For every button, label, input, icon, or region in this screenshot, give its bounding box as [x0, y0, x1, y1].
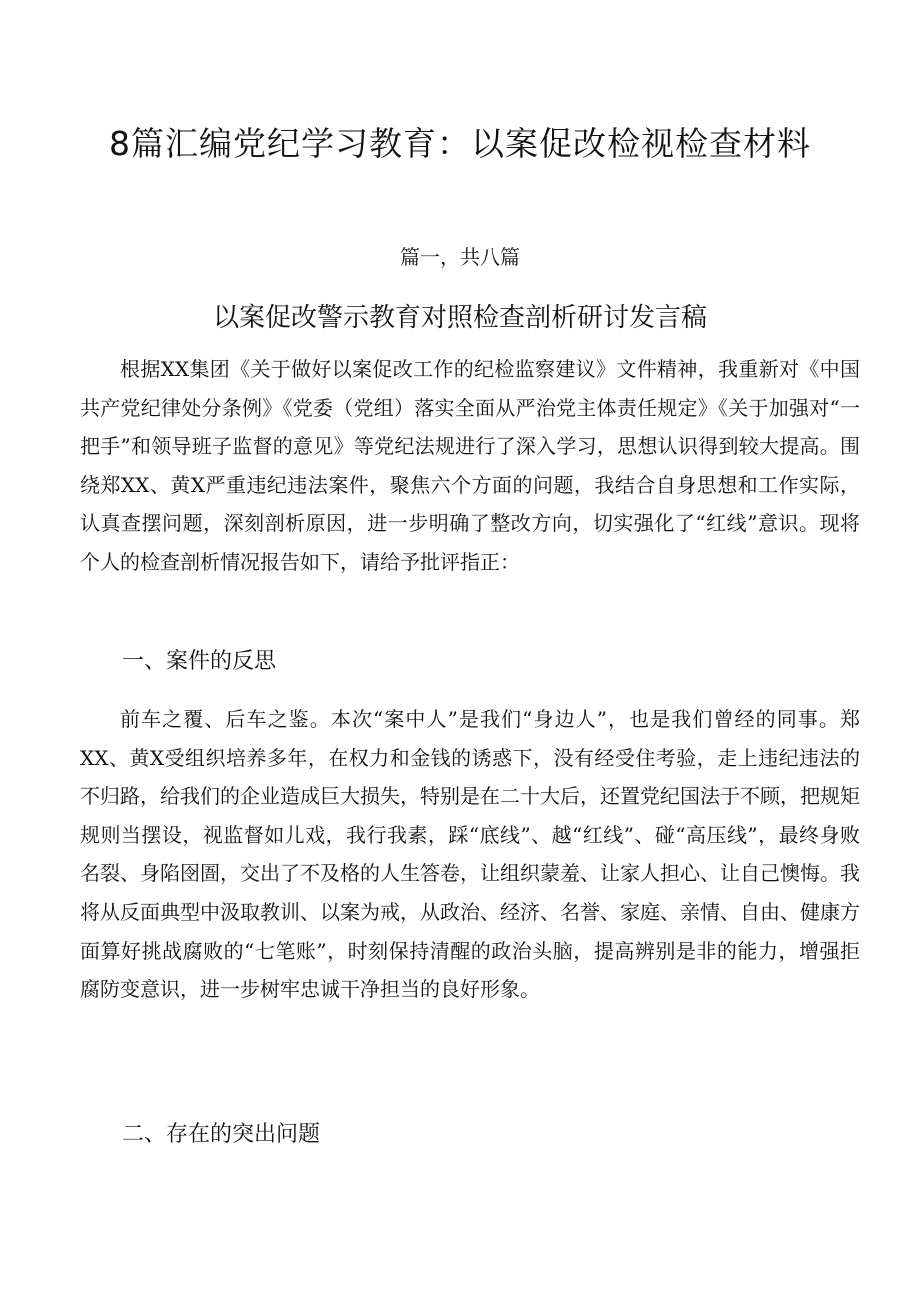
section-heading-problems: 二、存在的突出问题 [122, 1122, 321, 1147]
section-label: 篇一，共八篇 [400, 245, 520, 269]
section-heading-case-reflection: 一、案件的反思 [122, 649, 277, 674]
article-title: 以案促改警示教育对照检查剖析研讨发言稿 [212, 303, 707, 333]
intro-paragraph: 根据XX集团《关于做好以案促改工作的纪检监察建议》文件精神，我重新对《中国共产党纪律处分条例》《党委（党组）落实全面从严治党主体责任规定》《关于加强对“一把手”和领导班子监督的意见》等党纪法规进行了深入学习，思想认识得到较大提高。围绕郑XX、黄X严重违纪违法案件，聚焦六个方面的问题，我结合自身思想和工作实际，认真查摆问题，深刻剖析原因，进一步明确了整改方向，切实强化了“红线”意识。现将个人的检查剖析情况报告如下，请给予批评指正： [80, 357, 860, 574]
document-title: 8篇汇编党纪学习教育：以案促改检视检查材料 [109, 124, 811, 163]
case-reflection-paragraph: 前车之覆、后车之鉴。本次“案中人”是我们“身边人”，也是我们曾经的同事。郑XX、黄X受组织培养多年，在权力和金钱的诱惑下，没有经受住考验，走上违纪违法的不归路，给我们的企业造成巨大损失，特别是在二十大后，还置党纪国法于不顾，把规矩规则当摆设，视监督如儿戏，我行我素，踩“底线”、越“红线”、碰“高压线”，最终身败名裂、身陷囹圄，交出了不及格的人生答卷，让组织蒙羞、让家人担心、让自己懊悔。我将从反面典型中汲取教训、以案为戒，从政治、经济、名誉、家庭、亲情、自由、健康方面算好挑战腐败的“七笔账”，时刻保持清醒的政治头脑，提高辨别是非的能力，增强拒腐防变意识，进一步树牢忠诚干净担当的良好形象。 [80, 707, 860, 1002]
